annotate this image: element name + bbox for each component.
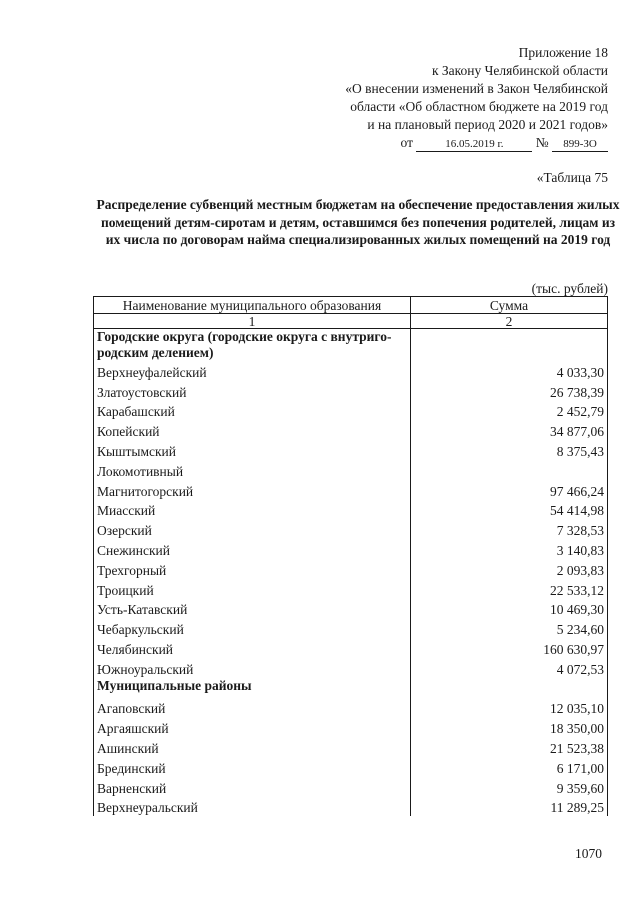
subsidy-amount: 9 359,60 [411, 777, 608, 797]
subsidy-amount: 5 234,60 [411, 618, 608, 638]
subsidy-amount: 7 328,53 [411, 519, 608, 539]
subsidy-amount: 6 171,00 [411, 757, 608, 777]
header-line: области «Об областном бюджете на 2019 год [350, 99, 608, 114]
subsidy-amount: 21 523,38 [411, 737, 608, 757]
table-row [94, 500, 608, 520]
table-row [94, 797, 608, 817]
municipality-name: Озерский [94, 519, 411, 539]
subsidy-amount: 4 033,30 [411, 361, 608, 381]
municipality-name: Агаповский [94, 698, 411, 718]
subsidy-amount: 11 289,25 [411, 797, 608, 817]
municipality-name: Магнитогорский [94, 480, 411, 500]
subsidy-amount: 97 466,24 [411, 480, 608, 500]
subsidy-table [93, 296, 608, 816]
subsidy-amount: 160 630,97 [411, 638, 608, 658]
subsidy-amount: 10 469,30 [411, 599, 608, 619]
units-label: (тыс. рублей) [531, 281, 608, 296]
table-row [94, 361, 608, 381]
table-group-row [94, 329, 608, 362]
municipality-name: Златоустовский [94, 381, 411, 401]
document-title: Распределение субвенций местным бюджетам на обеспечение предоставления жилых помещений детям-сиротам и детям, оставшимся без попечения родителей, лицам из их числа по договорам найма специализированных жилых помещений на 2019 год [96, 197, 620, 247]
subsidy-amount: 3 140,83 [411, 539, 608, 559]
table-group-row [94, 678, 608, 698]
table-reference: «Таблица 75 [536, 170, 608, 185]
municipality-name: Копейский [94, 420, 411, 440]
table-row [94, 717, 608, 737]
subsidy-amount: 8 375,43 [411, 440, 608, 460]
municipality-name: Усть-Катавский [94, 599, 411, 619]
column-header-sum: Сумма [411, 297, 608, 314]
header-line: «О внесении изменений в Закон Челябинской [345, 81, 608, 96]
municipality-name: Верхнеуфалейский [94, 361, 411, 381]
header-line: к Закону Челябинской области [431, 63, 608, 78]
table-row [94, 618, 608, 638]
subsidy-amount: 2 093,83 [411, 559, 608, 579]
municipality-name: Кыштымский [94, 440, 411, 460]
municipality-name: Чебаркульский [94, 618, 411, 638]
table-row [94, 698, 608, 718]
table-header-row [94, 297, 608, 314]
subsidy-amount [411, 329, 608, 362]
subsidy-amount: 2 452,79 [411, 401, 608, 421]
table-row [94, 519, 608, 539]
header-line: и на плановый период 2020 и 2021 годов» [367, 117, 608, 132]
table-row [94, 757, 608, 777]
group-name: Городские округа (городские округа с внутриго-родским делением) [94, 329, 411, 362]
header-line: Приложение 18 [518, 45, 608, 60]
from-label: от [400, 135, 413, 150]
municipality-name: Локомотивный [94, 460, 411, 480]
subsidy-amount: 26 738,39 [411, 381, 608, 401]
law-date: 16.05.2019 г. [416, 137, 532, 152]
table-row [94, 480, 608, 500]
municipality-name: Брединский [94, 757, 411, 777]
municipality-name: Ашинский [94, 737, 411, 757]
table-row [94, 599, 608, 619]
municipality-name: Троицкий [94, 579, 411, 599]
subsidy-amount: 4 072,53 [411, 658, 608, 678]
table-row [94, 579, 608, 599]
table-row [94, 658, 608, 678]
municipality-name: Южноуральский [94, 658, 411, 678]
table-row [94, 737, 608, 757]
group-name: Муниципальные районы [94, 678, 411, 698]
municipality-name: Снежинский [94, 539, 411, 559]
subsidy-amount: 34 877,06 [411, 420, 608, 440]
page-number: 1070 [575, 846, 602, 861]
table-row [94, 539, 608, 559]
municipality-name: Варненский [94, 777, 411, 797]
subsidy-amount: 12 035,10 [411, 698, 608, 718]
municipality-name: Миасский [94, 500, 411, 520]
table-row [94, 460, 608, 480]
table-row [94, 401, 608, 421]
municipality-name: Челябинский [94, 638, 411, 658]
subsidy-amount [411, 678, 608, 698]
subsidy-amount: 18 350,00 [411, 717, 608, 737]
subsidy-amount: 54 414,98 [411, 500, 608, 520]
law-date-number [278, 134, 608, 152]
municipality-name: Трехгорный [94, 559, 411, 579]
appendix-header [278, 44, 608, 152]
table-row [94, 777, 608, 797]
subsidy-amount: 22 533,12 [411, 579, 608, 599]
column-number-row [94, 314, 608, 329]
column-number-1: 1 [94, 314, 411, 329]
municipality-name: Аргаяшский [94, 717, 411, 737]
table-row [94, 638, 608, 658]
table-row [94, 440, 608, 460]
number-label: № [535, 135, 549, 150]
law-number: 899-ЗО [552, 137, 608, 152]
column-header-name: Наименование муниципального образования [94, 297, 411, 314]
table-row [94, 420, 608, 440]
municipality-name: Верхнеуральский [94, 797, 411, 817]
table-row [94, 381, 608, 401]
municipality-name: Карабашский [94, 401, 411, 421]
column-number-2: 2 [411, 314, 608, 329]
subsidy-amount [411, 460, 608, 480]
table-row [94, 559, 608, 579]
